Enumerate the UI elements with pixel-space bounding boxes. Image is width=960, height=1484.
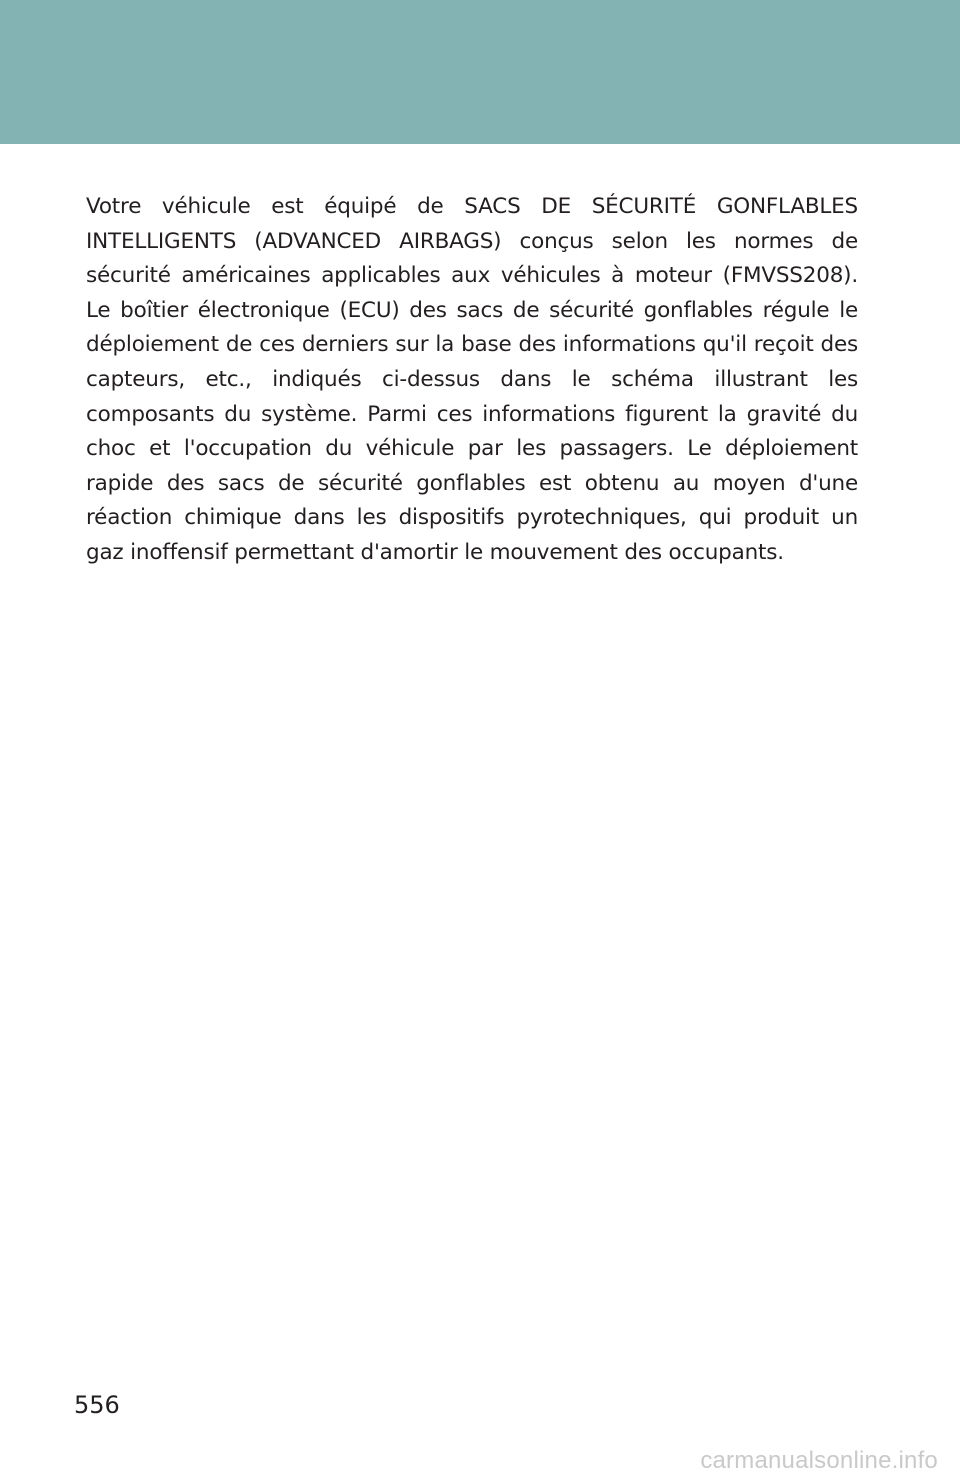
watermark: carmanualsonline.info [700,1447,938,1474]
airbag-description-paragraph: Votre véhicule est équipé de SACS DE SÉCURITÉ GONFLABLES INTELLIGENTS (ADVANCED AIRBAGS) conçus selon les normes de sécurité américaines applicables aux véhicules à moteur (FMVSS208). Le boîtier électronique (ECU) des sacs de sécurité gonflables régule le déploiement de ces derniers sur la base des informations qu'il reçoit des capteurs, etc., indiqués ci-dessus dans le schéma illustrant les composants du système. Parmi ces informations figurent la gravité du choc et l'occupation du véhicule par les passagers. Le déploiement rapide des sacs de sécurité gonflables est obtenu au moyen d'une réaction chimique dans les dispositifs pyrotechniques, qui produit un gaz inoffensif permettant d'amortir le mouvement des occupants. [86,194,858,565]
header-band [0,0,960,144]
page-number: 556 [74,1391,120,1419]
